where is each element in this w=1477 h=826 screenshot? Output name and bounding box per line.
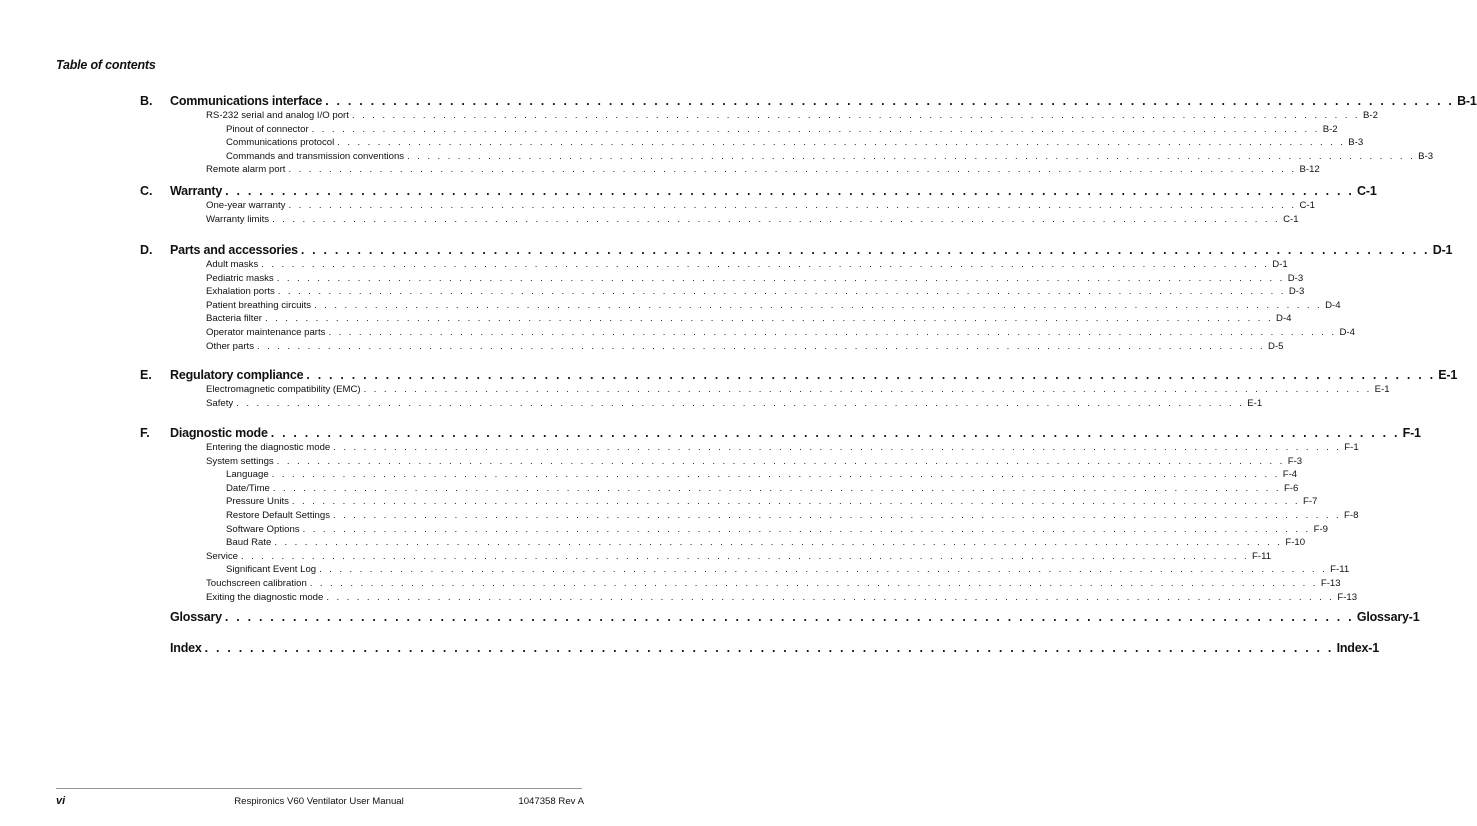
toc-section-heading-label: Warranty — [170, 184, 223, 198]
toc-entry-page: F-3 — [1287, 455, 1303, 467]
toc-section-heading-page: Index-1 — [1336, 641, 1379, 655]
dot-leader: . . . . . . . . . . . . . . . . . . . . . . . . . . . . . . . . . . . . . . . . . . . . . . . . . . . . . . . . . . . . . . . . . . . . . . . . . . . . . . . . . . . . . . . . . . . . . . . . . . . . — [276, 455, 1285, 467]
toc-entry[interactable] — [206, 327, 1355, 338]
dot-leader: . . . . . . . . . . . . . . . . . . . . . . . . . . . . . . . . . . . . . . . . . . . . . . . . . . . . . . . . . . . . . . . . . . . . . . . . . . . . . . . . . . . . . . . . . . . . . . . . . . . . — [302, 523, 1311, 535]
toc-entry-label: Operator maintenance parts — [206, 327, 326, 338]
dot-leader: . . . . . . . . . . . . . . . . . . . . . . . . . . . . . . . . . . . . . . . . . . . . . . . . . . . . . . . . . . . . . . . . . . . . . . . . . . . . . . . . . . . . . . . . . . . . . . . . . . . . — [319, 564, 1328, 576]
toc-entry[interactable] — [206, 213, 1299, 225]
toc-section-heading-page: E-1 — [1438, 368, 1458, 382]
toc-entry-page: D-4 — [1276, 313, 1292, 325]
dot-leader: . . . . . . . . . . . . . . . . . . . . . . . . . . . . . . . . . . . . . . . . . . . . . . . . . . . . . . . . . . . . . . . . . . . . . . . . . . . . . . . . . . . . . . . . . . . . . . . . . . . . — [333, 442, 1342, 453]
toc-section-heading-label: Diagnostic mode — [170, 426, 268, 440]
dot-leader: . . . . . . . . . . . . . . . . . . . . . . . . . . . . . . . . . . . . . . . . . . . . . . . . . . . . . . . . . . . . . . . . . . . . . . . . . . . . . . . . . . . . . . . . . . . . . . . . . . . . — [224, 610, 1354, 624]
toc-entry-page: E-1 — [1247, 397, 1263, 409]
footer-doc-number: 1047358 Rev A — [518, 796, 584, 807]
toc-section-heading-label: Index — [170, 641, 202, 655]
toc-entry-page: F-4 — [1282, 469, 1298, 481]
toc-entry-page: D-3 — [1287, 272, 1304, 284]
dot-leader: . . . . . . . . . . . . . . . . . . . . . . . . . . . . . . . . . . . . . . . . . . . . . . . . . . . . . . . . . . . . . . . . . . . . . . . . . . . . . . . . . . . . . . . . . . . . . . . . . . . . — [204, 641, 1334, 655]
toc-section-heading[interactable] — [170, 426, 1421, 440]
toc-entry-page: F-1 — [1344, 442, 1359, 453]
toc-entry-page: B-3 — [1348, 137, 1364, 149]
toc-entry-page: D-3 — [1288, 286, 1305, 298]
section-letter: D. — [140, 243, 153, 257]
toc-section-heading-label: Parts and accessories — [170, 243, 298, 257]
dot-leader: . . . . . . . . . . . . . . . . . . . . . . . . . . . . . . . . . . . . . . . . . . . . . . . . . . . . . . . . . . . . . . . . . . . . . . . . . . . . . . . . . . . . . . . . . . . . . . . . . . . . — [272, 213, 1281, 225]
dot-leader: . . . . . . . . . . . . . . . . . . . . . . . . . . . . . . . . . . . . . . . . . . . . . . . . . . . . . . . . . . . . . . . . . . . . . . . . . . . . . . . . . . . . . . . . . . . . . . . . . . . . — [314, 299, 1323, 311]
toc-section-heading[interactable] — [170, 368, 1458, 382]
dot-leader: . . . . . . . . . . . . . . . . . . . . . . . . . . . . . . . . . . . . . . . . . . . . . . . . . . . . . . . . . . . . . . . . . . . . . . . . . . . . . . . . . . . . . . . . . . . . . . . . . . . . — [306, 368, 1436, 382]
toc-entry-label: Remote alarm port — [206, 164, 286, 176]
toc-entry-label: Restore Default Settings — [226, 510, 330, 521]
toc-entry-label: Pressure Units — [226, 496, 289, 508]
toc-entry-label: Warranty limits — [206, 213, 270, 225]
toc-entry[interactable] — [206, 110, 1378, 121]
toc-entry-label: Patient breathing circuits — [206, 299, 312, 311]
toc-entry[interactable] — [226, 537, 1306, 549]
toc-entry-label: Communications protocol — [226, 137, 335, 149]
toc-entry[interactable] — [226, 523, 1329, 535]
toc-entry-label: Entering the diagnostic mode — [206, 442, 331, 453]
toc-entry-page: B-2 — [1322, 123, 1338, 135]
dot-leader: . . . . . . . . . . . . . . . . . . . . . . . . . . . . . . . . . . . . . . . . . . . . . . . . . . . . . . . . . . . . . . . . . . . . . . . . . . . . . . . . . . . . . . . . . . . . . . . . . . . . — [261, 259, 1270, 270]
toc-entry-page: C-1 — [1299, 200, 1315, 211]
toc-entry-page: F-8 — [1344, 510, 1359, 521]
toc-section-heading-page: B-1 — [1457, 94, 1477, 108]
toc-entry[interactable] — [206, 455, 1303, 467]
toc-entry[interactable] — [206, 272, 1304, 284]
toc-entry-page: F-13 — [1337, 591, 1358, 603]
toc-entry-page: F-10 — [1285, 537, 1306, 549]
toc-entry[interactable] — [226, 123, 1338, 135]
toc-section-heading-label: Regulatory compliance — [170, 368, 304, 382]
dot-leader: . . . . . . . . . . . . . . . . . . . . . . . . . . . . . . . . . . . . . . . . . . . . . . . . . . . . . . . . . . . . . . . . . . . . . . . . . . . . . . . . . . . . . . . . . . . . . . . . . . . . — [333, 510, 1342, 521]
toc-entry-page: E-1 — [1374, 384, 1390, 395]
toc-entry[interactable] — [206, 200, 1315, 211]
dot-leader: . . . . . . . . . . . . . . . . . . . . . . . . . . . . . . . . . . . . . . . . . . . . . . . . . . . . . . . . . . . . . . . . . . . . . . . . . . . . . . . . . . . . . . . . . . . . . . . . . . . . — [257, 340, 1266, 352]
footer-divider — [56, 788, 582, 789]
toc-entry-label: Baud Rate — [226, 537, 272, 549]
toc-entry-label: Language — [226, 469, 269, 481]
dot-leader: . . . . . . . . . . . . . . . . . . . . . . . . . . . . . . . . . . . . . . . . . . . . . . . . . . . . . . . . . . . . . . . . . . . . . . . . . . . . . . . . . . . . . . . . . . . . . . . . . . . . — [300, 243, 1430, 257]
toc-entry-label: Pinout of connector — [226, 123, 309, 135]
dot-leader: . . . . . . . . . . . . . . . . . . . . . . . . . . . . . . . . . . . . . . . . . . . . . . . . . . . . . . . . . . . . . . . . . . . . . . . . . . . . . . . . . . . . . . . . . . . . . . . . . . . . — [325, 94, 1455, 108]
toc-entry[interactable] — [206, 299, 1341, 311]
toc-section-heading-page: D-1 — [1432, 243, 1453, 257]
toc-entry-page: D-5 — [1268, 340, 1284, 352]
toc-entry-page: D-4 — [1339, 327, 1355, 338]
section-letter: F. — [140, 426, 150, 440]
section-letter: C. — [140, 184, 153, 198]
toc-entry-page: F-9 — [1313, 523, 1329, 535]
toc-entry-label: Other parts — [206, 340, 254, 352]
dot-leader: . . . . . . . . . . . . . . . . . . . . . . . . . . . . . . . . . . . . . . . . . . . . . . . . . . . . . . . . . . . . . . . . . . . . . . . . . . . . . . . . . . . . . . . . . . . . . . . . . . . . — [407, 150, 1416, 162]
dot-leader: . . . . . . . . . . . . . . . . . . . . . . . . . . . . . . . . . . . . . . . . . . . . . . . . . . . . . . . . . . . . . . . . . . . . . . . . . . . . . . . . . . . . . . . . . . . . . . . . . . . . — [276, 272, 1285, 284]
dot-leader: . . . . . . . . . . . . . . . . . . . . . . . . . . . . . . . . . . . . . . . . . . . . . . . . . . . . . . . . . . . . . . . . . . . . . . . . . . . . . . . . . . . . . . . . . . . . . . . . . . . . — [328, 327, 1337, 338]
dot-leader: . . . . . . . . . . . . . . . . . . . . . . . . . . . . . . . . . . . . . . . . . . . . . . . . . . . . . . . . . . . . . . . . . . . . . . . . . . . . . . . . . . . . . . . . . . . . . . . . . . . . — [309, 578, 1318, 589]
toc-entry[interactable] — [206, 384, 1390, 395]
toc-entry-page: B-2 — [1362, 110, 1378, 121]
toc-section-heading-label: Communications interface — [170, 94, 323, 108]
toc-entry-page: B-3 — [1418, 150, 1434, 162]
toc-entry[interactable] — [226, 150, 1434, 162]
toc-entry[interactable] — [206, 313, 1292, 325]
toc-entry-page: D-1 — [1272, 259, 1288, 270]
dot-leader: . . . . . . . . . . . . . . . . . . . . . . . . . . . . . . . . . . . . . . . . . . . . . . . . . . . . . . . . . . . . . . . . . . . . . . . . . . . . . . . . . . . . . . . . . . . . . . . . . . . . — [271, 469, 1280, 481]
toc-entry-label: Exiting the diagnostic mode — [206, 591, 324, 603]
toc-section-heading-page: C-1 — [1357, 184, 1377, 198]
toc-entry[interactable] — [226, 564, 1350, 576]
toc-entry-label: Pediatric masks — [206, 272, 274, 284]
toc-entry-page: F-6 — [1283, 482, 1299, 494]
dot-leader: . . . . . . . . . . . . . . . . . . . . . . . . . . . . . . . . . . . . . . . . . . . . . . . . . . . . . . . . . . . . . . . . . . . . . . . . . . . . . . . . . . . . . . . . . . . . . . . . . . . . — [311, 123, 1320, 135]
dot-leader: . . . . . . . . . . . . . . . . . . . . . . . . . . . . . . . . . . . . . . . . . . . . . . . . . . . . . . . . . . . . . . . . . . . . . . . . . . . . . . . . . . . . . . . . . . . . . . . . . . . . — [264, 313, 1274, 325]
toc-entry[interactable] — [206, 442, 1359, 453]
toc-entry[interactable] — [206, 164, 1320, 176]
toc-entry-label: Commands and transmission conventions — [226, 150, 405, 162]
toc-section-heading-page: Glossary-1 — [1356, 610, 1420, 624]
toc-entry[interactable] — [226, 496, 1318, 508]
toc-entry-label: Adult masks — [206, 259, 259, 270]
dot-leader: . . . . . . . . . . . . . . . . . . . . . . . . . . . . . . . . . . . . . . . . . . . . . . . . . . . . . . . . . . . . . . . . . . . . . . . . . . . . . . . . . . . . . . . . . . . . . . . . . . . . — [288, 200, 1297, 211]
section-letter: E. — [140, 368, 152, 382]
toc-entry[interactable] — [206, 286, 1305, 298]
toc-entry-page: F-13 — [1320, 578, 1341, 589]
toc-entry[interactable] — [206, 550, 1272, 562]
toc-entry-page: F-7 — [1302, 496, 1318, 508]
toc-entry-page: F-11 — [1252, 550, 1272, 562]
dot-leader: . . . . . . . . . . . . . . . . . . . . . . . . . . . . . . . . . . . . . . . . . . . . . . . . . . . . . . . . . . . . . . . . . . . . . . . . . . . . . . . . . . . . . . . . . . . . . . . . . . . . — [337, 137, 1346, 149]
dot-leader: . . . . . . . . . . . . . . . . . . . . . . . . . . . . . . . . . . . . . . . . . . . . . . . . . . . . . . . . . . . . . . . . . . . . . . . . . . . . . . . . . . . . . . . . . . . . . . . . . . . . — [288, 164, 1297, 176]
dot-leader: . . . . . . . . . . . . . . . . . . . . . . . . . . . . . . . . . . . . . . . . . . . . . . . . . . . . . . . . . . . . . . . . . . . . . . . . . . . . . . . . . . . . . . . . . . . . . . . . . . . . — [326, 591, 1335, 603]
toc-section-heading[interactable] — [170, 94, 1477, 108]
toc-entry[interactable] — [226, 482, 1299, 494]
dot-leader: . . . . . . . . . . . . . . . . . . . . . . . . . . . . . . . . . . . . . . . . . . . . . . . . . . . . . . . . . . . . . . . . . . . . . . . . . . . . . . . . . . . . . . . . . . . . . . . . . . . . — [351, 110, 1360, 121]
toc-entry-page: B-12 — [1299, 164, 1320, 176]
toc-entry[interactable] — [206, 397, 1263, 409]
toc-entry-label: Date/Time — [226, 482, 270, 494]
toc-entry-label: Electromagnetic compatibility (EMC) — [206, 384, 361, 395]
toc-section-heading[interactable] — [170, 184, 1377, 198]
dot-leader: . . . . . . . . . . . . . . . . . . . . . . . . . . . . . . . . . . . . . . . . . . . . . . . . . . . . . . . . . . . . . . . . . . . . . . . . . . . . . . . . . . . . . . . . . . . . . . . . . . . . — [277, 286, 1286, 298]
toc-section-heading[interactable] — [170, 641, 1379, 655]
toc-entry-page: C-1 — [1283, 213, 1299, 225]
toc-entry[interactable] — [206, 591, 1358, 603]
toc-entry[interactable] — [226, 469, 1298, 481]
toc-entry-label: Software Options — [226, 523, 300, 535]
dot-leader: . . . . . . . . . . . . . . . . . . . . . . . . . . . . . . . . . . . . . . . . . . . . . . . . . . . . . . . . . . . . . . . . . . . . . . . . . . . . . . . . . . . . . . . . . . . . . . . . . . . . — [272, 482, 1281, 494]
dot-leader: . . . . . . . . . . . . . . . . . . . . . . . . . . . . . . . . . . . . . . . . . . . . . . . . . . . . . . . . . . . . . . . . . . . . . . . . . . . . . . . . . . . . . . . . . . . . . . . . . . . . — [225, 184, 1355, 198]
toc-section-heading[interactable] — [170, 243, 1453, 257]
toc-entry-label: Significant Event Log — [226, 564, 317, 576]
toc-section-heading-page: F-1 — [1402, 426, 1421, 440]
toc-entry-label: RS-232 serial and analog I/O port — [206, 110, 349, 121]
dot-leader: . . . . . . . . . . . . . . . . . . . . . . . . . . . . . . . . . . . . . . . . . . . . . . . . . . . . . . . . . . . . . . . . . . . . . . . . . . . . . . . . . . . . . . . . . . . . . . . . . . . . — [236, 397, 1245, 409]
toc-entry-page: F-11 — [1330, 564, 1350, 576]
toc-entry-label: System settings — [206, 455, 274, 467]
toc-entry[interactable] — [206, 259, 1288, 270]
page-title: Table of contents — [56, 58, 156, 72]
toc-entry-label: Safety — [206, 397, 234, 409]
toc-entry-label: Bacteria filter — [206, 313, 262, 325]
toc-section-heading-label: Glossary — [170, 610, 222, 624]
toc-entry[interactable] — [206, 340, 1284, 352]
toc-entry-page: D-4 — [1325, 299, 1341, 311]
dot-leader: . . . . . . . . . . . . . . . . . . . . . . . . . . . . . . . . . . . . . . . . . . . . . . . . . . . . . . . . . . . . . . . . . . . . . . . . . . . . . . . . . . . . . . . . . . . . . . . . . . . . — [241, 550, 1250, 562]
section-letter: B. — [140, 94, 153, 108]
dot-leader: . . . . . . . . . . . . . . . . . . . . . . . . . . . . . . . . . . . . . . . . . . . . . . . . . . . . . . . . . . . . . . . . . . . . . . . . . . . . . . . . . . . . . . . . . . . . . . . . . . . . — [363, 384, 1372, 395]
footer-page-number: vi — [56, 795, 66, 807]
dot-leader: . . . . . . . . . . . . . . . . . . . . . . . . . . . . . . . . . . . . . . . . . . . . . . . . . . . . . . . . . . . . . . . . . . . . . . . . . . . . . . . . . . . . . . . . . . . . . . . . . . . . — [291, 496, 1300, 508]
footer-manual-title: Respironics V60 Ventilator User Manual — [234, 796, 404, 807]
toc-entry-label: One-year warranty — [206, 200, 286, 211]
toc-entry[interactable] — [226, 510, 1359, 521]
toc-entry-label: Service — [206, 550, 238, 562]
toc-entry[interactable] — [206, 578, 1341, 589]
dot-leader: . . . . . . . . . . . . . . . . . . . . . . . . . . . . . . . . . . . . . . . . . . . . . . . . . . . . . . . . . . . . . . . . . . . . . . . . . . . . . . . . . . . . . . . . . . . . . . . . . . . . — [274, 537, 1283, 549]
toc-section-heading[interactable] — [170, 610, 1420, 624]
toc-entry-label: Touchscreen calibration — [206, 578, 307, 589]
toc-entry[interactable] — [226, 137, 1364, 149]
toc-entry-label: Exhalation ports — [206, 286, 275, 298]
dot-leader: . . . . . . . . . . . . . . . . . . . . . . . . . . . . . . . . . . . . . . . . . . . . . . . . . . . . . . . . . . . . . . . . . . . . . . . . . . . . . . . . . . . . . . . . . . . . . . . . . . . . — [270, 426, 1400, 440]
